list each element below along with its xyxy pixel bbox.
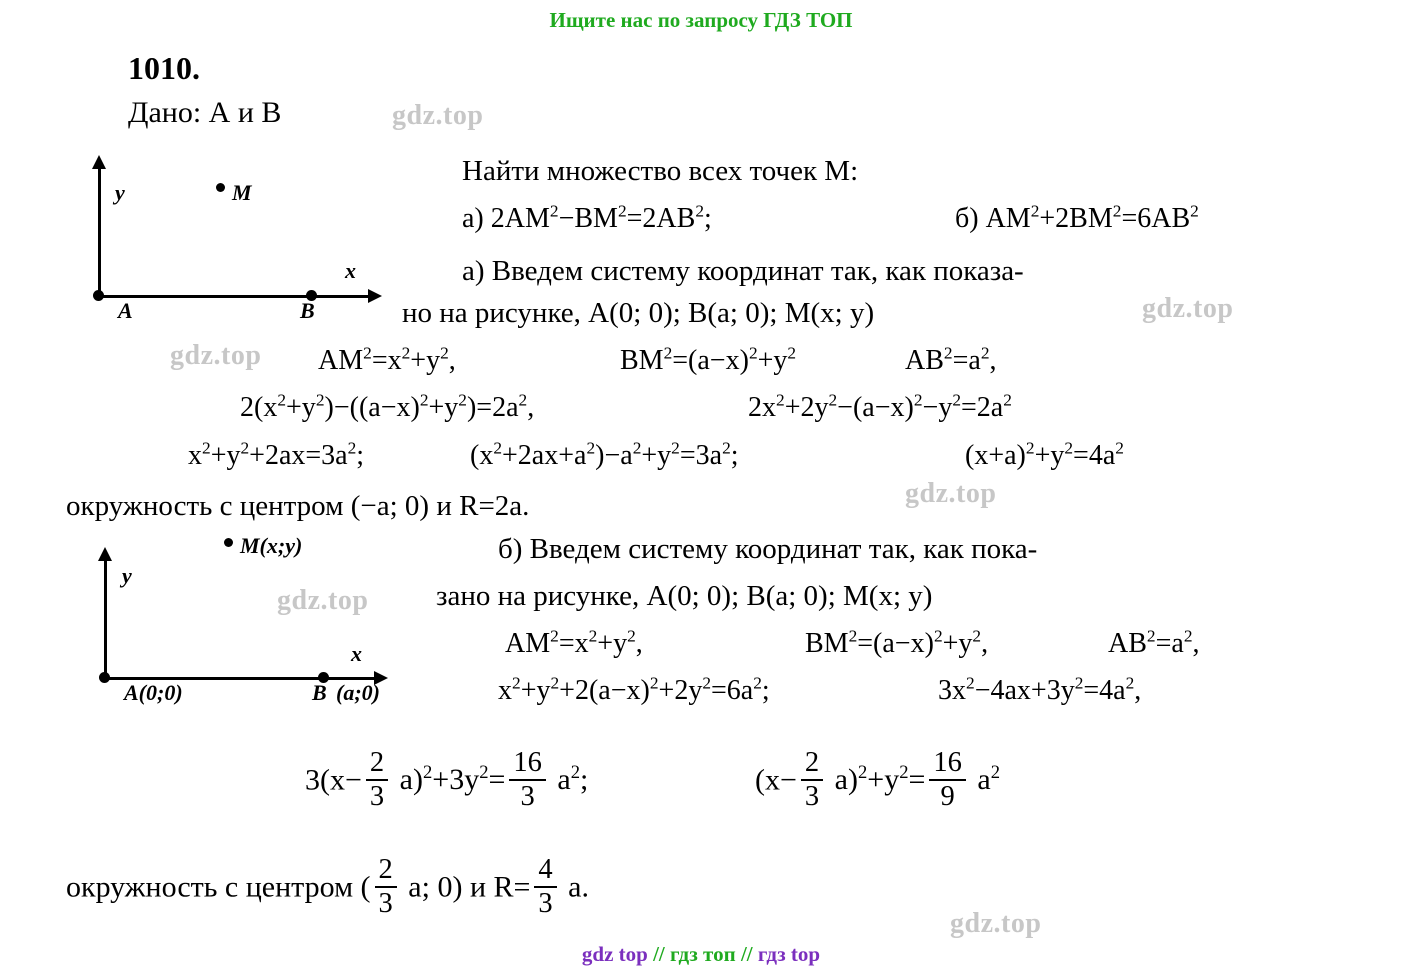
fraction-two-thirds: [366, 748, 388, 812]
point-a-dot: [93, 290, 104, 301]
point-a-dot: [99, 672, 110, 683]
fraction-denominator: 3: [801, 779, 823, 812]
x-axis-label: x: [345, 258, 356, 283]
fraction-denominator: 3: [366, 779, 388, 812]
task-given: Дано: А и В: [128, 96, 282, 129]
b-eq3-left-middle: $а)^2+3у^2=$: [392, 762, 506, 797]
fraction-denominator: 3: [534, 886, 556, 919]
bottom-banner-part-3: гдз top: [757, 942, 821, 966]
solution-b-step-3-left: [305, 748, 588, 812]
task-number: 1010.: [128, 50, 200, 86]
watermark: gdz.top: [170, 340, 262, 371]
point-b-label: B: [300, 298, 315, 323]
solution-b-step-2: $3х^2-4ах+3у^2=4а^2$,: [938, 673, 1142, 706]
watermark: gdz.top: [1142, 293, 1234, 324]
solution-a-eq-ab2: $АВ^2=а^2$,: [905, 343, 997, 376]
fraction-numerator: 2: [378, 854, 393, 885]
fraction-sixteen-thirds: [509, 748, 546, 812]
solution-b-intro-line-2: зано на рисунке, А(0; 0); В(а; 0); М(х; у): [436, 580, 933, 612]
fraction-denominator: 3: [375, 886, 397, 919]
point-m-label: M: [232, 180, 252, 205]
solution-a-intro-line-1: а) Введем систему координат так, как показа-: [462, 255, 1024, 287]
b-answer-prefix: окружность с центром (: [66, 870, 371, 904]
fraction-denominator: 3: [509, 779, 546, 812]
fraction-sixteen-ninths: [929, 748, 966, 812]
b-eq3-left-prefix: 3(х−: [305, 763, 362, 797]
watermark: gdz.top: [277, 585, 369, 616]
solution-a-step-5: $(х+а)^2+у^2=4а^2$: [965, 438, 1124, 471]
fraction-numerator: 2: [804, 747, 820, 778]
point-a-label: A: [118, 298, 133, 323]
solution-b-eq-bm2: $ВМ^2=(а-х)^2+у^2$,: [805, 626, 989, 659]
bottom-banner-separator-2: //: [740, 942, 753, 966]
condition-a: а) $2АМ^2-ВМ^2=2АВ^2$;: [462, 201, 712, 234]
solution-b-step-1: $х^2+у^2+2(а-х)^2+2у^2=6а^2$;: [498, 673, 770, 706]
fraction-numerator: 4: [538, 854, 553, 885]
x-axis-line: [98, 295, 370, 298]
bottom-banner-separator-1: //: [653, 942, 665, 966]
watermark: gdz.top: [392, 100, 484, 131]
point-b-label: B: [312, 680, 327, 705]
solution-a-step-3: $х^2+у^2+2ах=3а^2$;: [188, 438, 365, 471]
fraction-numerator: 16: [513, 747, 542, 778]
b-answer-suffix: а.: [560, 870, 589, 904]
bottom-banner-part-1: gdz top: [581, 942, 648, 966]
bottom-banner-part-2: гдз топ: [670, 942, 736, 966]
fraction-numerator: 16: [933, 747, 962, 778]
y-axis-line: [98, 168, 101, 298]
b-eq3-right-prefix: (х−: [755, 763, 797, 797]
y-axis-label: y: [122, 563, 132, 588]
solution-b-answer: [66, 855, 589, 919]
b-answer-middle: а; 0) и R=: [400, 870, 531, 904]
solution-b-eq-ab2: $АВ^2=а^2$,: [1108, 626, 1200, 659]
fraction-denominator: 9: [929, 779, 966, 812]
solution-b-intro-line-1: б) Введем систему координат так, как пока-: [498, 533, 1038, 565]
solution-a-answer: окружность с центром (−а; 0) и R=2а.: [66, 490, 530, 522]
y-axis-line: [104, 560, 107, 680]
point-m-label: M(x;y): [240, 533, 303, 558]
point-b-coordinates: (a;0): [336, 680, 380, 705]
solution-b-eq-am2: $АМ^2=х^2+у^2$,: [505, 626, 643, 659]
point-a-label: A(0;0): [124, 680, 183, 705]
b-eq3-right-middle: $а)^2+у^2=$: [827, 762, 926, 797]
point-m-dot: [216, 183, 225, 192]
fraction-numerator: 2: [369, 747, 385, 778]
y-axis-arrow: [98, 547, 112, 561]
fraction-two-thirds: [801, 748, 823, 812]
b-eq3-left-suffix: $а^2$;: [549, 762, 589, 797]
solution-a-eq-bm2: $ВМ^2=(а-х)^2+у^2$: [620, 343, 797, 376]
b-eq3-right-suffix: $а^2$: [969, 762, 1001, 797]
x-axis-label: x: [351, 641, 362, 666]
top-promo-banner: Ищите нас по запросу ГДЗ ТОП: [549, 8, 853, 32]
solution-a-eq-am2: $АМ^2=х^2+у^2$,: [318, 343, 456, 376]
point-m-dot: [224, 538, 233, 547]
fraction-four-thirds: [534, 855, 556, 919]
watermark: gdz.top: [950, 908, 1042, 939]
x-axis-arrow: [368, 289, 382, 303]
y-axis-arrow: [92, 155, 106, 169]
y-axis-label: y: [115, 180, 125, 205]
solution-a-intro-line-2: но на рисунке, А(0; 0); В(а; 0); М(х; у): [402, 297, 875, 329]
bottom-promo-banner: [0, 942, 1402, 967]
find-set-line: Найти множество всех точек М:: [462, 155, 859, 187]
solution-a-step-2: $2х^2+2у^2-(а-х)^2-у^2=2а^2$: [748, 390, 1012, 423]
solution-a-step-4: $(х^2+2ах+а^2)-а^2+у^2=3а^2$;: [470, 438, 739, 471]
condition-b: б) $АМ^2+2ВМ^2=6АВ^2$: [955, 201, 1199, 234]
watermark: gdz.top: [905, 478, 997, 509]
solution-a-step-1: $2(х^2+у^2)-((а-х)^2+у^2)=2а^2$,: [240, 390, 535, 423]
fraction-two-thirds: [375, 855, 397, 919]
solution-b-step-3-right: [755, 748, 1000, 812]
